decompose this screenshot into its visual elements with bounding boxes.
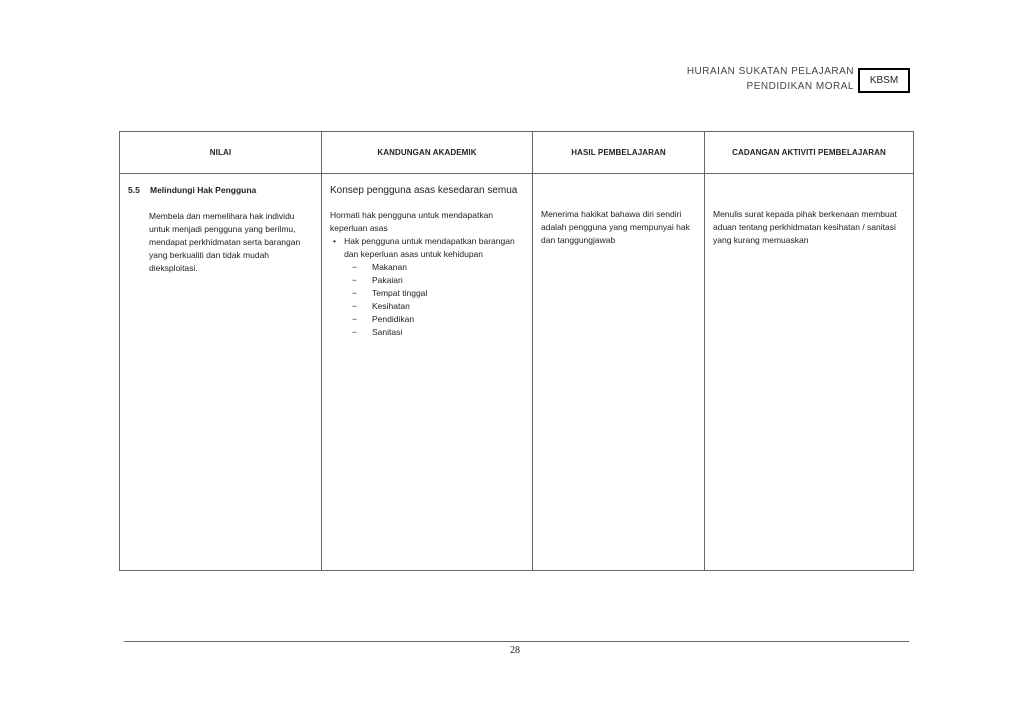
- nilai-title-text: Melindungi Hak Pengguna: [150, 185, 257, 195]
- kandungan-bullet-text: Hak pengguna untuk mendapatkan barangan dan keperluan asas untuk kehidupan: [344, 236, 515, 259]
- list-item: − Pakaian: [352, 275, 403, 285]
- cadangan-cell: [705, 174, 914, 571]
- hasil-cell: [533, 174, 705, 571]
- dash-icon: −: [352, 314, 357, 324]
- dash-icon: −: [352, 262, 357, 272]
- kandungan-items: [330, 261, 526, 339]
- dash-icon: −: [352, 275, 357, 285]
- kandungan-intro: Hormati hak pengguna untuk mendapatkan keperluan asas: [330, 210, 494, 233]
- hasil-text: Menerima hakikat bahawa diri sendiri adalah pengguna yang mempunyai hak dan tanggungjawab: [541, 209, 690, 245]
- header-cadangan-aktiviti: CADANGAN AKTIVITI PEMBELAJARAN: [705, 132, 914, 174]
- kandungan-bullet: [330, 235, 526, 261]
- nilai-description: Membela dan memelihara hak individu untuk menjadi pengguna yang berilmu, mendapat perkhidmatan serta barangan yang berkualiti dan tidak mudah dieksploitasi.: [149, 211, 301, 273]
- table-row: [120, 174, 914, 571]
- syllabus-table: [119, 131, 914, 571]
- header-line-2: PENDIDIKAN MORAL: [746, 81, 854, 92]
- kandungan-concept: Konsep pengguna asas kesedaran semua: [330, 185, 518, 196]
- dash-icon: −: [352, 288, 357, 298]
- list-item: − Tempat tinggal: [352, 288, 428, 298]
- footer-divider: [124, 641, 909, 642]
- bullet-icon: •: [333, 236, 336, 246]
- cadangan-text: Menulis surat kepada pihak berkenaan membuat aduan tentang perkhidmatan kesihatan / sanitasi yang kurang memuaskan: [713, 209, 897, 245]
- table-header-row: [120, 132, 914, 174]
- list-item: − Makanan: [352, 262, 407, 272]
- header-line-1: HURAIAN SUKATAN PELAJARAN: [686, 66, 854, 77]
- header-kandungan-akademik: KANDUNGAN AKADEMIK: [322, 132, 533, 174]
- header-hasil-pembelajaran: HASIL PEMBELAJARAN: [533, 132, 705, 174]
- dash-icon: −: [352, 327, 357, 337]
- dash-icon: −: [352, 301, 357, 311]
- nilai-number: 5.5: [128, 185, 140, 195]
- nilai-cell: [120, 174, 322, 571]
- kandungan-cell: [322, 174, 533, 571]
- list-item: − Sanitasi: [352, 327, 403, 337]
- nilai-title: [128, 184, 315, 197]
- list-item: − Pendidikan: [352, 314, 415, 324]
- list-item: − Kesihatan: [352, 301, 410, 311]
- document-header: [687, 64, 854, 94]
- page-number: 28: [510, 645, 520, 656]
- kbsm-badge: KBSM: [858, 68, 910, 93]
- header-nilai: NILAI: [120, 132, 322, 174]
